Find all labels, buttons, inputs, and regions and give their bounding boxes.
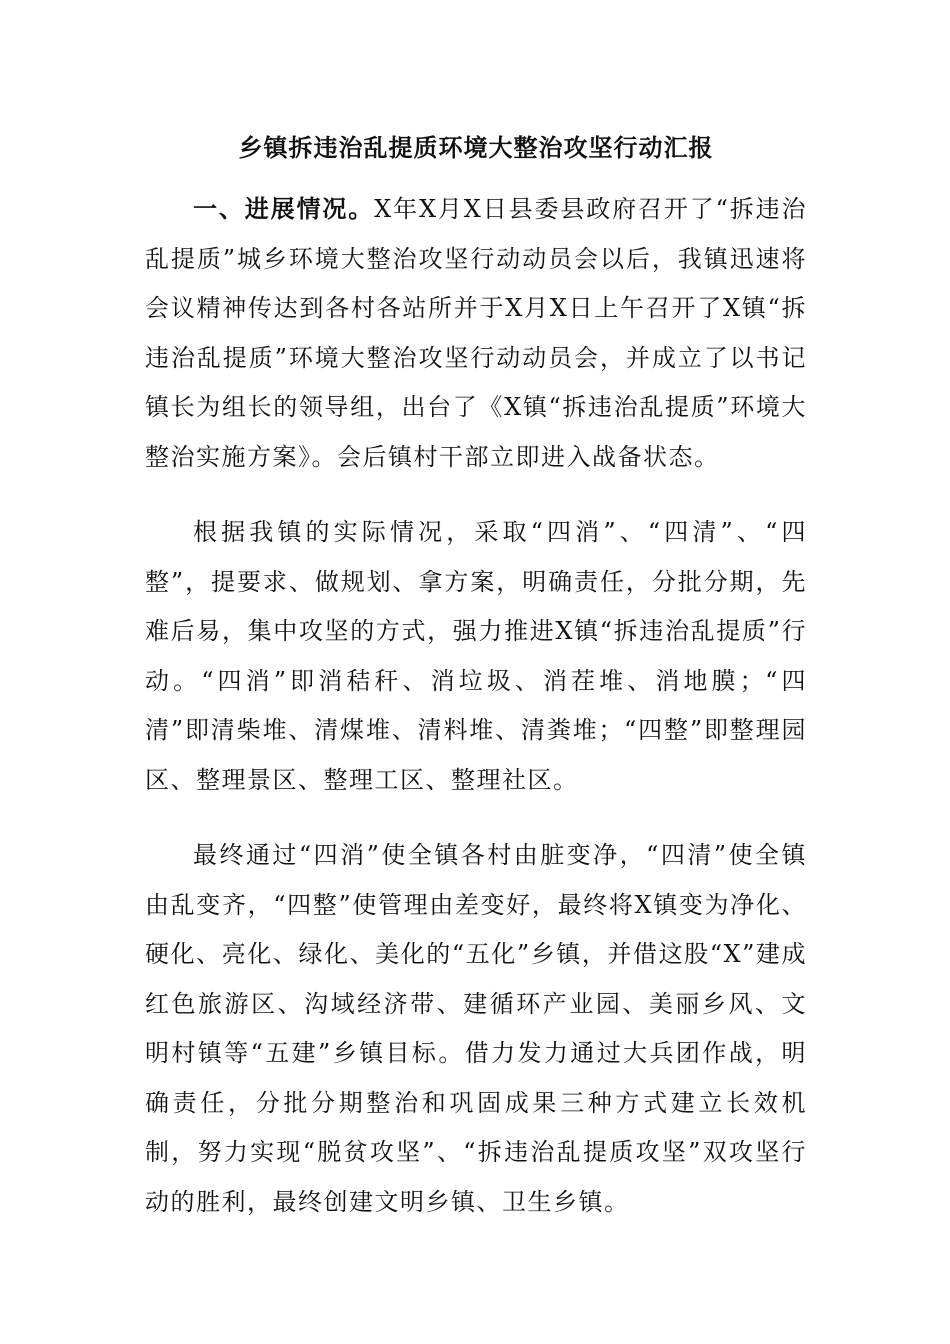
paragraph-text: 最终通过“四消”使全镇各村由脏变净，“四清”使全镇由乱变齐，“四整”使管理由差变好，最终将X镇变为净化、硬化、亮化、绿化、美化的“五化”乡镇，并借这股“X”建成红色旅游区、沟域经济带、建循环产业园、美丽乡风、文明村镇等“五建”乡镇目标。借力发力通过大兵团作战，明确责任，分批分期整治和巩固成果三种方式建立长效机制，努力实现“脱贫攻坚”、“拆违治乱提质攻坚”双攻坚行动的胜利，最终创建文明乡镇、卫生乡镇。 — [145, 841, 807, 1216]
paragraph-progress — [145, 184, 807, 482]
document-page — [145, 130, 807, 1253]
paragraph-methods — [145, 508, 807, 805]
section-heading-progress: 一、进展情况。 — [193, 194, 375, 223]
paragraph-text: 根据我镇的实际情况，采取“四消”、“四清”、“四整”，提要求、做规划、拿方案，明确责任，分批分期，先难后易，集中攻坚的方式，强力推进X镇“拆违治乱提质”行动。“四消”即消秸秆、消垃圾、消茬堆、消地膜；“四清”即清柴堆、清煤堆、清料堆、清粪堆；“四整”即整理园区、整理景区、整理工区、整理社区。 — [145, 518, 807, 794]
paragraph-text: X年X月X日县委县政府召开了“拆违治乱提质”城乡环境大整治攻坚行动动员会以后，我镇迅速将会议精神传达到各村各站所并于X月X日上午召开了X镇“拆违治乱提质”环境大整治攻坚行动动员会，并成立了以书记镇长为组长的领导组，出台了《X镇“拆违治乱提质”环境大整治实施方案》。会后镇村干部立即进入战备状态。 — [145, 195, 808, 471]
paragraph-goals — [145, 831, 807, 1227]
document-title: 乡镇拆违治乱提质环境大整治攻坚行动汇报 — [238, 133, 714, 162]
